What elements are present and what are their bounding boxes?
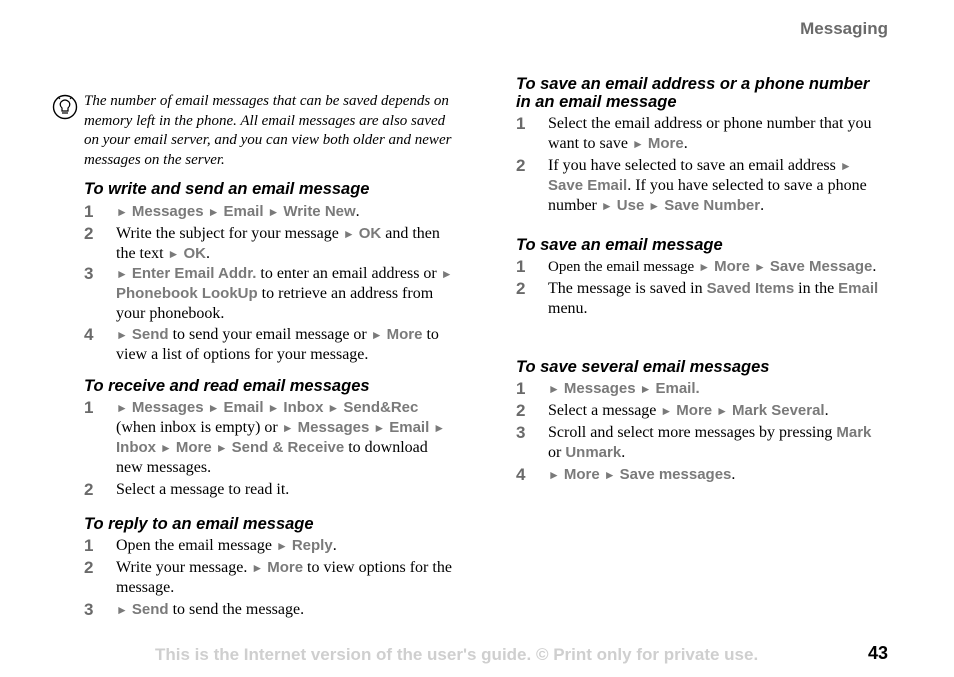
arrow-icon: ► [267, 401, 280, 415]
step-text: to view options for the message. [116, 559, 452, 596]
step-number: 1 [84, 398, 94, 417]
step [84, 224, 456, 264]
step-number: 2 [84, 480, 94, 499]
menu-item: Enter Email Addr. [131, 265, 257, 282]
menu-item: Messages [563, 380, 636, 397]
step-text: to view a list of options for your message. [116, 326, 439, 363]
tip-box [52, 92, 456, 170]
section-save-message [516, 236, 888, 319]
step [516, 156, 888, 216]
step-text: Write the subject for your message [116, 225, 339, 242]
page-number: 43 [867, 643, 888, 663]
step [84, 558, 456, 598]
step-text: Open the email message [548, 259, 695, 275]
step-number: 3 [84, 600, 94, 619]
step [516, 423, 888, 463]
arrow-icon: ► [207, 401, 220, 415]
step-text: (when inbox is empty) or [116, 419, 278, 436]
tip-text: The number of email messages that can be saved depends on memory left in the phone. All email messages are also saved on your email server, and you can view both older and newer messages on the server. [84, 93, 452, 168]
step [84, 480, 456, 500]
arrow-icon: ► [440, 267, 453, 281]
menu-item: Phonebook LookUp [116, 285, 258, 302]
section-save-several [516, 358, 888, 485]
menu-item: Save Number [664, 197, 761, 214]
menu-item: Save Message [769, 258, 873, 275]
menu-item: OK [358, 225, 382, 242]
menu-item: Reply [291, 537, 333, 554]
menu-item: Unmark [565, 444, 622, 461]
arrow-icon: ► [275, 539, 288, 553]
step-number: 1 [516, 257, 526, 276]
step-text: . [332, 537, 337, 554]
step [516, 114, 888, 154]
arrow-icon: ► [267, 205, 280, 219]
arrow-icon: ► [433, 421, 446, 435]
arrow-icon: ► [603, 468, 616, 482]
menu-item: More [386, 326, 423, 343]
menu-item: Messages [297, 419, 370, 436]
section-heading: To receive and read email messages [84, 377, 370, 395]
arrow-icon: ► [116, 205, 128, 219]
menu-item: OK [183, 245, 206, 262]
menu-item: Send [131, 601, 169, 618]
arrow-icon: ► [631, 137, 644, 151]
step-text: . [205, 245, 210, 262]
arrow-icon: ► [116, 328, 128, 342]
step [84, 398, 456, 478]
arrow-icon: ► [116, 267, 128, 281]
section-reply-email [84, 515, 456, 620]
step [516, 465, 888, 485]
arrow-icon: ► [116, 603, 128, 617]
menu-item: Email [389, 419, 430, 436]
arrow-icon: ► [839, 159, 852, 173]
section-heading: To save an email address or a phone number in an email message [516, 75, 870, 111]
menu-item: Email. [655, 380, 700, 397]
step-text: If you have selected to save an email address [548, 157, 836, 174]
step-number: 4 [84, 325, 94, 344]
menu-item: Messages [131, 203, 204, 220]
step-text: . [683, 135, 688, 152]
menu-item: Send [131, 326, 169, 343]
step-number: 1 [84, 202, 94, 221]
step-number: 2 [84, 558, 94, 577]
step-number: 3 [516, 423, 526, 442]
step-text: . [872, 258, 877, 275]
section-save-address [516, 75, 888, 216]
menu-item: Saved Items [706, 280, 795, 297]
menu-item: Mark Several [732, 402, 825, 419]
step-number: 3 [84, 264, 94, 283]
section-write-email [84, 180, 456, 365]
step-text: . [355, 203, 360, 220]
step-number: 2 [516, 279, 526, 298]
section-heading: To reply to an email message [84, 515, 314, 533]
menu-item: Write New [283, 203, 356, 220]
menu-item: Send&Rec [343, 399, 419, 416]
step-text: The message is saved in [548, 280, 703, 297]
step [516, 401, 888, 421]
arrow-icon: ► [281, 421, 294, 435]
step [84, 202, 456, 222]
step-number: 1 [84, 536, 94, 555]
arrow-icon: ► [167, 247, 180, 261]
menu-item: More [647, 135, 684, 152]
step-text: menu. [548, 300, 588, 317]
step-text: in the [798, 280, 835, 297]
step [84, 536, 456, 556]
step-text: to download new messages. [116, 439, 428, 476]
section-receive-email [84, 377, 456, 500]
menu-item: Inbox [116, 439, 156, 456]
menu-item: Save Email [548, 177, 628, 194]
menu-item: Use [616, 197, 645, 214]
arrow-icon: ► [215, 441, 228, 455]
arrow-icon: ► [716, 404, 729, 418]
step-number: 2 [84, 224, 94, 243]
step [84, 600, 456, 620]
menu-item: Messages [131, 399, 204, 416]
step [84, 264, 456, 324]
step-number: 2 [516, 401, 526, 420]
arrow-icon: ► [648, 199, 661, 213]
step-text: to send the message. [172, 601, 305, 618]
menu-item: Email [838, 280, 879, 297]
menu-item: More [175, 439, 212, 456]
arrow-icon: ► [373, 421, 386, 435]
step-number: 1 [516, 114, 526, 133]
step-text: Select a message [548, 402, 657, 419]
section-heading: To save several email messages [516, 358, 770, 376]
arrow-icon: ► [548, 382, 560, 396]
menu-item: Mark [836, 424, 872, 441]
step-number: 2 [516, 156, 526, 175]
step-text: . If you have selected to save a phone number [548, 177, 867, 214]
menu-item: More [563, 466, 600, 483]
step-text: Scroll and select more messages by pressing [548, 424, 833, 441]
menu-item: Save messages [619, 466, 732, 483]
step-text: . [621, 444, 626, 461]
step [516, 257, 888, 277]
step-text: . [731, 466, 736, 483]
step [516, 379, 888, 399]
section-heading: To write and send an email message [84, 180, 370, 198]
page-section-title: Messaging [800, 19, 888, 38]
menu-item: Email [223, 399, 264, 416]
menu-item: Inbox [283, 399, 324, 416]
arrow-icon: ► [698, 260, 711, 274]
step-text: Select a message to read it. [116, 481, 290, 498]
arrow-icon: ► [639, 382, 652, 396]
step-text: . [760, 197, 765, 214]
step [84, 325, 456, 365]
step-text: and then the text [116, 225, 440, 262]
footer-note: This is the Internet version of the user's guide. © Print only for private use. [155, 645, 759, 664]
step-text: to retrieve an address from your phonebook. [116, 285, 434, 322]
menu-item: Email [223, 203, 264, 220]
arrow-icon: ► [251, 561, 264, 575]
menu-item: More [676, 402, 713, 419]
menu-item: Send & Receive [231, 439, 345, 456]
step-text: . [824, 402, 829, 419]
arrow-icon: ► [327, 401, 340, 415]
step-number: 4 [516, 465, 526, 484]
arrow-icon: ► [753, 260, 766, 274]
arrow-icon: ► [160, 441, 172, 455]
arrow-icon: ► [342, 227, 355, 241]
step-text: Write your message. [116, 559, 248, 576]
step-text: to enter an email address or [260, 265, 437, 282]
arrow-icon: ► [660, 404, 673, 418]
step-text: or [548, 444, 562, 461]
arrow-icon: ► [370, 328, 383, 342]
lightbulb-icon [52, 94, 78, 120]
arrow-icon: ► [207, 205, 220, 219]
menu-item: More [267, 559, 304, 576]
arrow-icon: ► [548, 468, 560, 482]
step-text: Open the email message [116, 537, 272, 554]
arrow-icon: ► [600, 199, 613, 213]
step-number: 1 [516, 379, 526, 398]
arrow-icon: ► [116, 401, 128, 415]
step-text: to send your email message or [172, 326, 367, 343]
step-text: Select the email address or phone number that you want to save [548, 115, 872, 152]
menu-item: More [714, 258, 750, 275]
step [516, 279, 888, 319]
section-heading: To save an email message [516, 236, 723, 254]
